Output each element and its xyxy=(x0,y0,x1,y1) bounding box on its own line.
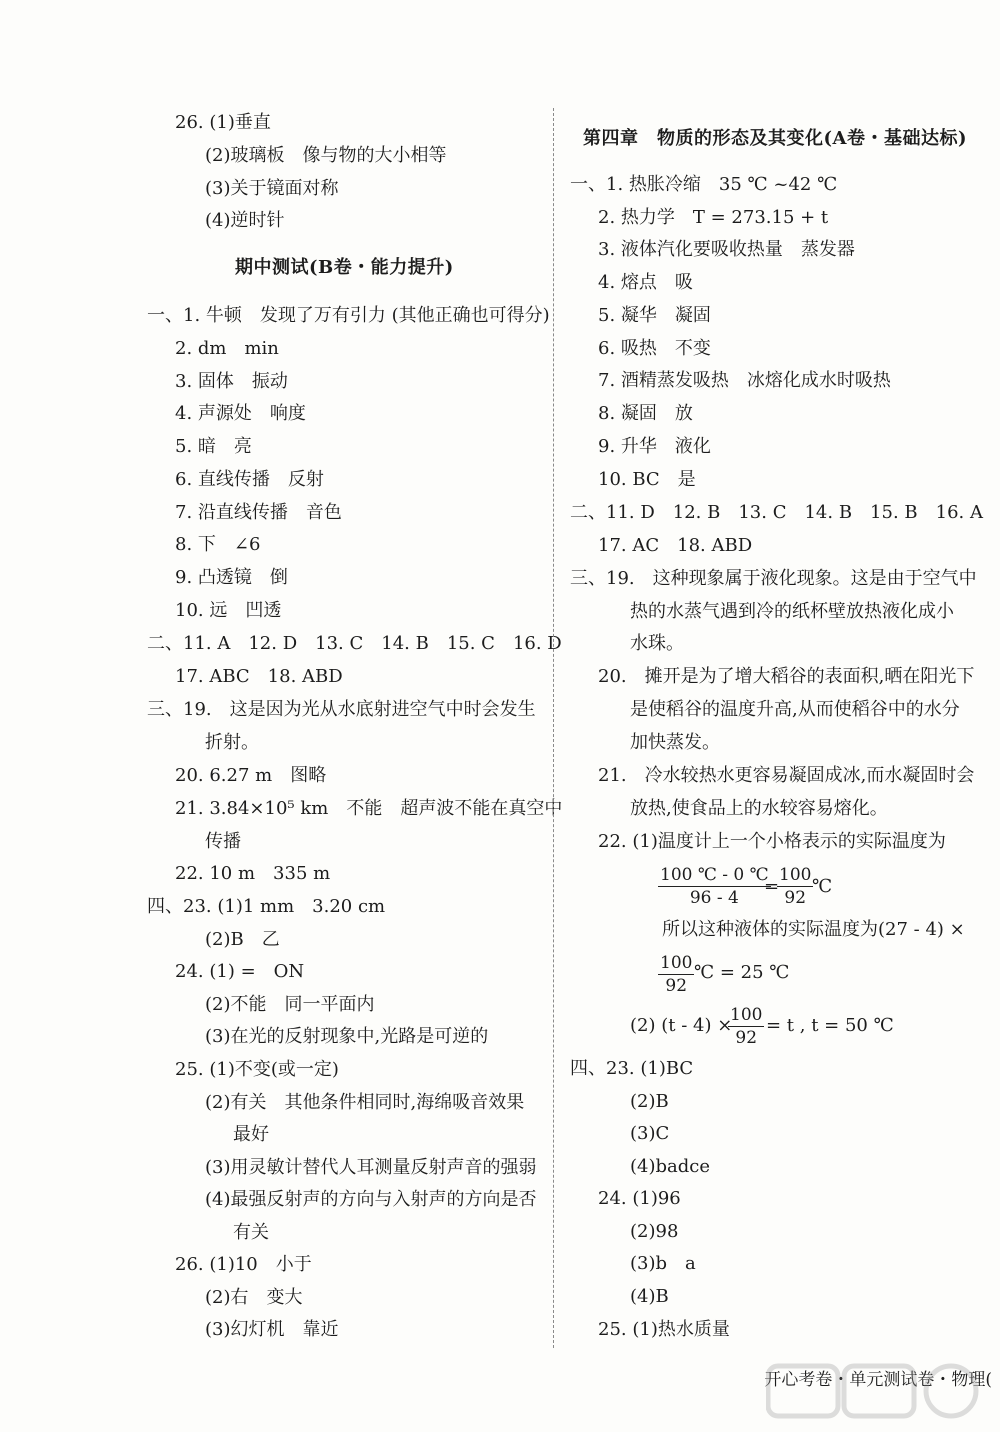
answer-line: (3)在光的反射现象中,光路是可逆的 xyxy=(205,1026,489,1047)
numerator: 100 xyxy=(730,1005,763,1025)
answer-line: 最好 xyxy=(233,1124,269,1145)
answer-line: (2)98 xyxy=(630,1221,679,1242)
answer-line: 4. 声源处 响度 xyxy=(175,403,306,424)
section-title: 第四章 物质的形态及其变化(A卷・基础达标) xyxy=(583,128,967,149)
answer-line: (3)幻灯机 靠近 xyxy=(205,1319,339,1340)
answer-line: (2)右 变大 xyxy=(205,1287,303,1308)
answer-line: 8. 下 ∠6 xyxy=(175,534,261,555)
answer-line: 6. 吸热 不变 xyxy=(598,338,711,359)
answer-line: 24. (1)96 xyxy=(598,1188,681,1209)
answer-line: 21. 3.84×10⁵ km 不能 超声波不能在真空中 xyxy=(175,798,563,819)
numerator: 100 ℃ - 0 ℃ xyxy=(660,865,769,885)
fraction xyxy=(658,864,771,909)
denominator: 96 - 4 xyxy=(689,888,739,908)
answer-line: (2)B 乙 xyxy=(205,929,280,950)
answer-line: 8. 凝固 放 xyxy=(598,403,693,424)
answer-line: 水珠。 xyxy=(630,633,684,654)
answer-line: (4)badce xyxy=(630,1156,711,1177)
column-divider xyxy=(553,108,554,1348)
answer-line: 17. ABC 18. ABD xyxy=(175,666,343,687)
answer-line: 20. 摊开是为了增大稻谷的表面积,晒在阳光下 xyxy=(598,666,975,687)
answer-line: 26. (1)10 小于 xyxy=(175,1254,312,1275)
answer-line: (4)B xyxy=(630,1286,669,1307)
denominator: 92 xyxy=(735,1028,758,1048)
answer-line: 四、23. (1)1 mm 3.20 cm xyxy=(147,896,386,917)
answer-line: 二、11. D 12. B 13. C 14. B 15. B 16. A xyxy=(570,502,983,523)
unit: ℃ xyxy=(812,876,833,897)
section-title: 期中测试(B卷・能力提升) xyxy=(235,257,454,278)
answer-line: 折射。 xyxy=(205,732,259,753)
answer-line: 20. 6.27 m 图略 xyxy=(175,765,327,786)
expression: (2) (t - 4) × xyxy=(630,1015,733,1036)
answer-line: 10. BC 是 xyxy=(598,469,696,490)
answer-line: (2)有关 其他条件相同时,海绵吸音效果 xyxy=(205,1092,525,1113)
fraction xyxy=(777,864,813,909)
answer-line: 7. 酒精蒸发吸热 冰熔化成水时吸热 xyxy=(598,370,891,391)
answer-line: 26. (1)垂直 xyxy=(175,112,271,133)
answer-line: 热的水蒸气遇到冷的纸杯壁放热液化成小 xyxy=(630,601,954,622)
denominator: 92 xyxy=(784,888,807,908)
answer-line: 22. 10 m 335 m xyxy=(175,863,331,884)
result: = t , t = 50 ℃ xyxy=(766,1015,894,1036)
answer-line: 三、19. 这是因为光从水底射进空气中时会发生 xyxy=(147,699,536,720)
answer-line: 6. 直线传播 反射 xyxy=(175,469,324,490)
answer-line: (3)用灵敏计替代人耳测量反射声音的强弱 xyxy=(205,1157,537,1178)
answer-line: (4)最强反射声的方向与入射声的方向是否 xyxy=(205,1189,537,1210)
answer-line: 所以这种液体的实际温度为(27 - 4) × xyxy=(662,919,965,940)
answer-line: 3. 固体 振动 xyxy=(175,371,288,392)
answer-line: 5. 暗 亮 xyxy=(175,436,252,457)
answer-line: (2)不能 同一平面内 xyxy=(205,994,375,1015)
answer-line: 25. (1)热水质量 xyxy=(598,1319,730,1340)
answer-line: (2)B xyxy=(630,1091,669,1112)
numerator: 100 xyxy=(660,953,693,973)
answer-line: 9. 凸透镜 倒 xyxy=(175,567,288,588)
answer-line: 24. (1) = ON xyxy=(175,961,305,982)
answer-line: 17. AC 18. ABD xyxy=(598,535,753,556)
page-footer: 开心考卷・单元测试卷・物理( xyxy=(764,1370,992,1390)
answer-line: 9. 升华 液化 xyxy=(598,436,711,457)
answer-line: 一、1. 牛顿 发现了万有引力 (其他正确也可得分) xyxy=(147,305,550,326)
answer-line: 三、19. 这种现象属于液化现象。这是由于空气中 xyxy=(570,568,977,589)
answer-line: (3)关于镜面对称 xyxy=(205,178,339,199)
fraction xyxy=(658,952,694,997)
answer-line: 是使稻谷的温度升高,从而使稻谷中的水分 xyxy=(630,699,960,720)
answer-line: 有关 xyxy=(233,1222,269,1243)
answer-line: (3)b a xyxy=(630,1253,696,1274)
fraction xyxy=(728,1004,764,1049)
answer-line: 2. dm min xyxy=(175,338,279,359)
answer-line: 放热,使食品上的水较容易熔化。 xyxy=(630,798,888,819)
numerator: 100 xyxy=(779,865,812,885)
answer-line: 四、23. (1)BC xyxy=(570,1058,694,1079)
answer-line: 2. 热力学 T = 273.15 + t xyxy=(598,207,829,228)
answer-line: 10. 远 凹透 xyxy=(175,600,282,621)
equals-sign: = xyxy=(764,876,780,897)
answer-line: 二、11. A 12. D 13. C 14. B 15. C 16. D xyxy=(147,633,562,654)
result: ℃ = 25 ℃ xyxy=(694,962,790,983)
answer-line: 22. (1)温度计上一个小格表示的实际温度为 xyxy=(598,831,946,852)
answer-line: 7. 沿直线传播 音色 xyxy=(175,502,342,523)
answer-line: 5. 凝华 凝固 xyxy=(598,305,711,326)
answer-line: 3. 液体汽化要吸收热量 蒸发器 xyxy=(598,239,855,260)
answer-line: 传播 xyxy=(205,831,241,852)
answer-line: 25. (1)不变(或一定) xyxy=(175,1059,339,1080)
denominator: 92 xyxy=(665,976,688,996)
watermark-logo xyxy=(766,1362,986,1422)
answer-line: (3)C xyxy=(630,1123,670,1144)
answer-line: 21. 冷水较热水更容易凝固成冰,而水凝固时会 xyxy=(598,765,975,786)
answer-line: (2)玻璃板 像与物的大小相等 xyxy=(205,145,447,166)
answer-line: 一、1. 热胀冷缩 35 ℃ ~42 ℃ xyxy=(570,174,838,195)
answer-line: (4)逆时针 xyxy=(205,210,285,231)
answer-line: 加快蒸发。 xyxy=(630,732,720,753)
answer-line: 4. 熔点 吸 xyxy=(598,272,693,293)
